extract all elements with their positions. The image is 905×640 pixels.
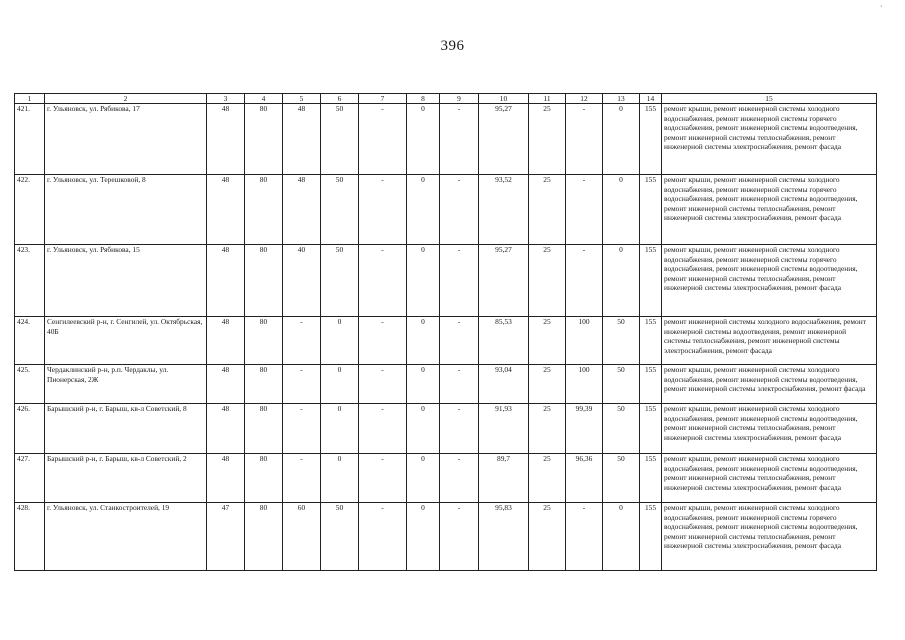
value-cell: 0 xyxy=(603,104,640,175)
value-cell: 0 xyxy=(407,104,440,175)
table-row xyxy=(15,245,877,317)
value-cell: - xyxy=(440,365,479,404)
value-cell: 25 xyxy=(529,454,566,503)
row-index: 425. xyxy=(15,365,45,404)
value-cell: 100 xyxy=(566,317,603,365)
value-cell: 0 xyxy=(603,503,640,571)
column-header: 1 xyxy=(15,94,45,104)
table-row xyxy=(15,404,877,454)
value-cell: - xyxy=(566,503,603,571)
address-cell: г. Ульяновск, ул. Рябикова, 17 xyxy=(45,104,207,175)
works-cell: ремонт крыши, ремонт инженерной системы холодного водоснабжения, ремонт инженерной системы горячего водоснабжения, ремонт инженерной системы водоотведения, ремонт инженерной системы теплоснабжения, ремонт инженерной системы электроснабжения, ремонт фасада xyxy=(662,245,877,317)
table-row xyxy=(15,503,877,571)
value-cell: - xyxy=(359,245,407,317)
value-cell: 25 xyxy=(529,317,566,365)
value-cell: 48 xyxy=(207,104,245,175)
value-cell: 155 xyxy=(640,317,662,365)
table-row xyxy=(15,104,877,175)
row-index: 421. xyxy=(15,104,45,175)
value-cell: 155 xyxy=(640,454,662,503)
value-cell: 50 xyxy=(603,365,640,404)
scan-corner-mark: · xyxy=(880,2,883,11)
value-cell: 50 xyxy=(603,454,640,503)
value-cell: 60 xyxy=(283,503,321,571)
row-index: 424. xyxy=(15,317,45,365)
column-header: 4 xyxy=(245,94,283,104)
address-cell: Барышский р-н, г. Барыш, кв-л Советский, 8 xyxy=(45,404,207,454)
value-cell: - xyxy=(440,317,479,365)
value-cell: - xyxy=(283,454,321,503)
value-cell: 0 xyxy=(603,175,640,245)
table-row xyxy=(15,175,877,245)
works-cell: ремонт крыши, ремонт инженерной системы холодного водоснабжения, ремонт инженерной системы горячего водоснабжения, ремонт инженерной системы водоотведения, ремонт инженерной системы теплоснабжения, ремонт инженерной системы электроснабжения, ремонт фасада xyxy=(662,503,877,571)
value-cell: 0 xyxy=(321,365,359,404)
value-cell: - xyxy=(359,503,407,571)
registry-body xyxy=(15,104,877,571)
value-cell: 95,83 xyxy=(479,503,529,571)
value-cell: 80 xyxy=(245,503,283,571)
value-cell: 48 xyxy=(207,454,245,503)
column-header: 8 xyxy=(407,94,440,104)
value-cell: 50 xyxy=(321,503,359,571)
value-cell: 80 xyxy=(245,245,283,317)
value-cell: 48 xyxy=(283,175,321,245)
column-header: 5 xyxy=(283,94,321,104)
column-header: 11 xyxy=(529,94,566,104)
value-cell: - xyxy=(440,175,479,245)
column-header: 10 xyxy=(479,94,529,104)
row-index: 427. xyxy=(15,454,45,503)
address-cell: Чердаклинский р-н, р.п. Чердаклы, ул. Пионерская, 2Ж xyxy=(45,365,207,404)
value-cell: 48 xyxy=(207,175,245,245)
value-cell: - xyxy=(566,104,603,175)
value-cell: 25 xyxy=(529,503,566,571)
row-index: 428. xyxy=(15,503,45,571)
value-cell: 50 xyxy=(321,104,359,175)
value-cell: 50 xyxy=(603,404,640,454)
column-header: 6 xyxy=(321,94,359,104)
value-cell: 0 xyxy=(407,404,440,454)
value-cell: - xyxy=(283,365,321,404)
column-header: 3 xyxy=(207,94,245,104)
value-cell: - xyxy=(440,454,479,503)
column-header: 13 xyxy=(603,94,640,104)
works-cell: ремонт крыши, ремонт инженерной системы холодного водоснабжения, ремонт инженерной системы водоотведения, ремонт инженерной системы теплоснабжения, ремонт инженерной системы электроснабжения, ремонт фасада xyxy=(662,454,877,503)
value-cell: 48 xyxy=(283,104,321,175)
value-cell: 155 xyxy=(640,175,662,245)
value-cell: 155 xyxy=(640,104,662,175)
column-header: 7 xyxy=(359,94,407,104)
address-cell: г. Ульяновск, ул. Рябикова, 15 xyxy=(45,245,207,317)
table-row xyxy=(15,365,877,404)
value-cell: - xyxy=(283,404,321,454)
value-cell: - xyxy=(359,104,407,175)
value-cell: 93,52 xyxy=(479,175,529,245)
value-cell: 96,36 xyxy=(566,454,603,503)
value-cell: 0 xyxy=(407,503,440,571)
address-cell: Сенгилеевский р-н, г. Сенгилей, ул. Октябрьская, 40Б xyxy=(45,317,207,365)
value-cell: 25 xyxy=(529,365,566,404)
value-cell: 25 xyxy=(529,104,566,175)
value-cell: 48 xyxy=(207,317,245,365)
value-cell: - xyxy=(440,503,479,571)
value-cell: 100 xyxy=(566,365,603,404)
value-cell: 80 xyxy=(245,317,283,365)
value-cell: 40 xyxy=(283,245,321,317)
value-cell: 85,53 xyxy=(479,317,529,365)
value-cell: - xyxy=(359,454,407,503)
value-cell: 95,27 xyxy=(479,245,529,317)
value-cell: 95,27 xyxy=(479,104,529,175)
works-cell: ремонт крыши, ремонт инженерной системы холодного водоснабжения, ремонт инженерной системы горячего водоснабжения, ремонт инженерной системы водоотведения, ремонт инженерной системы теплоснабжения, ремонт инженерной системы электроснабжения, ремонт фасада xyxy=(662,175,877,245)
value-cell: 89,7 xyxy=(479,454,529,503)
address-cell: Барышский р-н, г. Барыш, кв-л Советский, 2 xyxy=(45,454,207,503)
address-cell: г. Ульяновск, ул. Терешковой, 8 xyxy=(45,175,207,245)
value-cell: - xyxy=(440,104,479,175)
value-cell: 0 xyxy=(407,245,440,317)
value-cell: 0 xyxy=(407,454,440,503)
value-cell: 80 xyxy=(245,104,283,175)
value-cell: 48 xyxy=(207,245,245,317)
value-cell: - xyxy=(440,245,479,317)
value-cell: 0 xyxy=(407,317,440,365)
value-cell: - xyxy=(359,175,407,245)
value-cell: 50 xyxy=(603,317,640,365)
row-index: 422. xyxy=(15,175,45,245)
column-header: 12 xyxy=(566,94,603,104)
value-cell: 91,93 xyxy=(479,404,529,454)
works-cell: ремонт крыши, ремонт инженерной системы холодного водоснабжения, ремонт инженерной системы водоотведения, ремонт инженерной системы теплоснабжения, ремонт инженерной системы электроснабжения, ремонт фасада xyxy=(662,404,877,454)
value-cell: 25 xyxy=(529,175,566,245)
value-cell: 48 xyxy=(207,365,245,404)
value-cell: - xyxy=(359,317,407,365)
value-cell: 0 xyxy=(321,317,359,365)
value-cell: 47 xyxy=(207,503,245,571)
value-cell: - xyxy=(440,404,479,454)
works-cell: ремонт крыши, ремонт инженерной системы холодного водоснабжения, ремонт инженерной системы горячего водоснабжения, ремонт инженерной системы водоотведения, ремонт инженерной системы теплоснабжения, ремонт инженерной системы электроснабжения, ремонт фасада xyxy=(662,104,877,175)
works-cell: ремонт крыши, ремонт инженерной системы холодного водоснабжения, ремонт инженерной системы водоотведения, ремонт инженерной системы электроснабжения, ремонт фасада xyxy=(662,365,877,404)
value-cell: 0 xyxy=(321,404,359,454)
value-cell: 48 xyxy=(207,404,245,454)
value-cell: 0 xyxy=(321,454,359,503)
value-cell: - xyxy=(359,365,407,404)
value-cell: 50 xyxy=(321,245,359,317)
value-cell: 155 xyxy=(640,503,662,571)
value-cell: - xyxy=(359,404,407,454)
value-cell: 99,39 xyxy=(566,404,603,454)
column-header: 14 xyxy=(640,94,662,104)
value-cell: 25 xyxy=(529,245,566,317)
value-cell: - xyxy=(566,175,603,245)
value-cell: 155 xyxy=(640,365,662,404)
column-header: 2 xyxy=(45,94,207,104)
table-row xyxy=(15,454,877,503)
row-index: 423. xyxy=(15,245,45,317)
column-header: 9 xyxy=(440,94,479,104)
page-number: 396 xyxy=(440,38,465,54)
value-cell: 155 xyxy=(640,404,662,454)
value-cell: - xyxy=(283,317,321,365)
works-cell: ремонт инженерной системы холодного водоснабжения, ремонт инженерной системы водоотведения, ремонт инженерной системы теплоснабжения, ремонт инженерной системы электроснабжения, ремонт фасада xyxy=(662,317,877,365)
value-cell: - xyxy=(566,245,603,317)
value-cell: 0 xyxy=(603,245,640,317)
column-number-row xyxy=(15,94,877,104)
repair-registry-table xyxy=(14,93,877,571)
value-cell: 0 xyxy=(407,175,440,245)
value-cell: 80 xyxy=(245,365,283,404)
value-cell: 50 xyxy=(321,175,359,245)
row-index: 426. xyxy=(15,404,45,454)
column-header: 15 xyxy=(662,94,877,104)
value-cell: 0 xyxy=(407,365,440,404)
value-cell: 80 xyxy=(245,454,283,503)
value-cell: 80 xyxy=(245,175,283,245)
value-cell: 155 xyxy=(640,245,662,317)
value-cell: 93,04 xyxy=(479,365,529,404)
value-cell: 25 xyxy=(529,404,566,454)
address-cell: г. Ульяновск, ул. Станкостроителей, 19 xyxy=(45,503,207,571)
table-row xyxy=(15,317,877,365)
value-cell: 80 xyxy=(245,404,283,454)
